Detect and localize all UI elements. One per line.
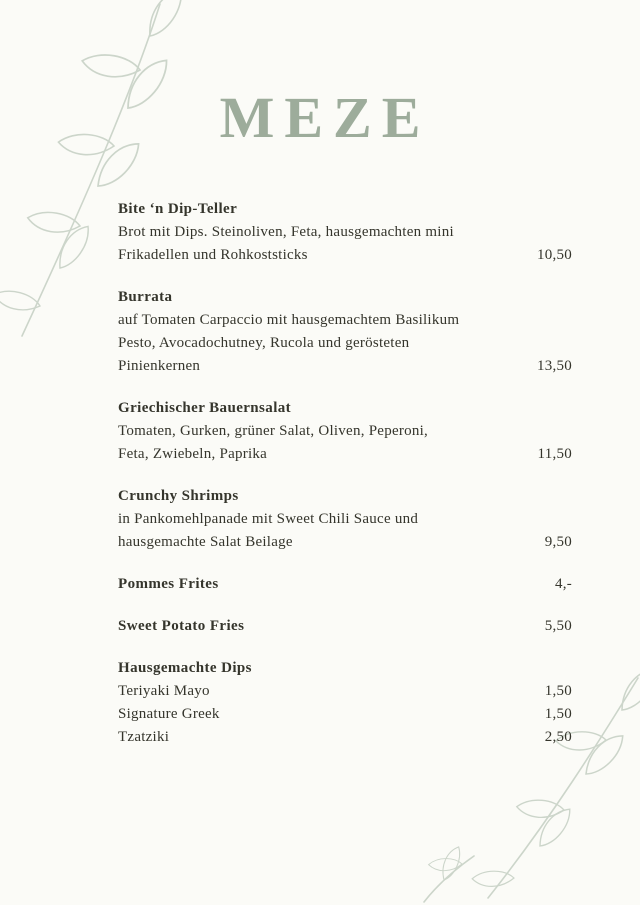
item-price-row <box>118 355 572 378</box>
item-name: Burrata <box>118 289 173 305</box>
item-price-row <box>118 531 572 554</box>
item-price: 11,50 <box>537 446 572 462</box>
menu-item-pommes-frites <box>118 573 572 596</box>
item-name: Hausgemachte Dips <box>118 660 252 676</box>
menu-item-griechischer-bauernsalat <box>118 397 572 466</box>
item-description-line: hausgemachte Salat Beilage <box>118 534 293 550</box>
menu-item-sweet-potato-fries <box>118 615 572 638</box>
item-price-row <box>118 244 572 267</box>
item-name: Bite ‘n Dip-Teller <box>118 201 238 217</box>
item-description-line: Feta, Zwiebeln, Paprika <box>118 446 268 462</box>
item-description-line: in Pankomehlpanade mit Sweet Chili Sauce und <box>118 511 419 527</box>
menu-item-bite-n-dip-teller <box>118 198 572 267</box>
dip-row <box>118 726 572 749</box>
item-price: 10,50 <box>537 247 572 263</box>
menu-item-hausgemachte-dips <box>118 657 572 749</box>
item-price: 9,50 <box>544 534 572 550</box>
dip-label: Teriyaki Mayo <box>118 683 210 699</box>
item-description-line: auf Tomaten Carpaccio mit hausgemachtem Basilikum <box>118 312 460 328</box>
item-price: 5,50 <box>544 618 572 634</box>
item-price-row <box>118 573 572 596</box>
dip-row <box>118 680 572 703</box>
menu-item-burrata <box>118 286 572 378</box>
item-description-line: Frikadellen und Rohkoststicks <box>118 247 308 263</box>
dip-label: Tzatziki <box>118 729 170 745</box>
item-price: 4,- <box>555 576 572 592</box>
item-price: 1,50 <box>544 706 572 722</box>
item-description-line: Tomaten, Gurken, grüner Salat, Oliven, Peperoni, <box>118 423 429 439</box>
item-name: Griechischer Bauernsalat <box>118 400 292 416</box>
dip-label: Signature Greek <box>118 706 220 722</box>
item-description-line: Pesto, Avocadochutney, Rucola und gerösteten <box>118 335 410 351</box>
item-price: 2,50 <box>544 729 572 745</box>
menu-item-crunchy-shrimps <box>118 485 572 554</box>
menu-title: MEZE <box>219 85 431 150</box>
item-name: Pommes Frites <box>118 576 219 592</box>
item-description-line: Brot mit Dips. Steinoliven, Feta, hausgemachten mini <box>118 224 454 240</box>
menu-content <box>118 198 572 768</box>
item-price-row <box>118 615 572 638</box>
item-price: 1,50 <box>544 683 572 699</box>
dip-row <box>118 703 572 726</box>
item-price-row <box>118 443 572 466</box>
item-price: 13,50 <box>537 358 572 374</box>
item-description-line: Pinienkernen <box>118 358 201 374</box>
item-name: Crunchy Shrimps <box>118 488 239 504</box>
item-name: Sweet Potato Fries <box>118 618 245 634</box>
